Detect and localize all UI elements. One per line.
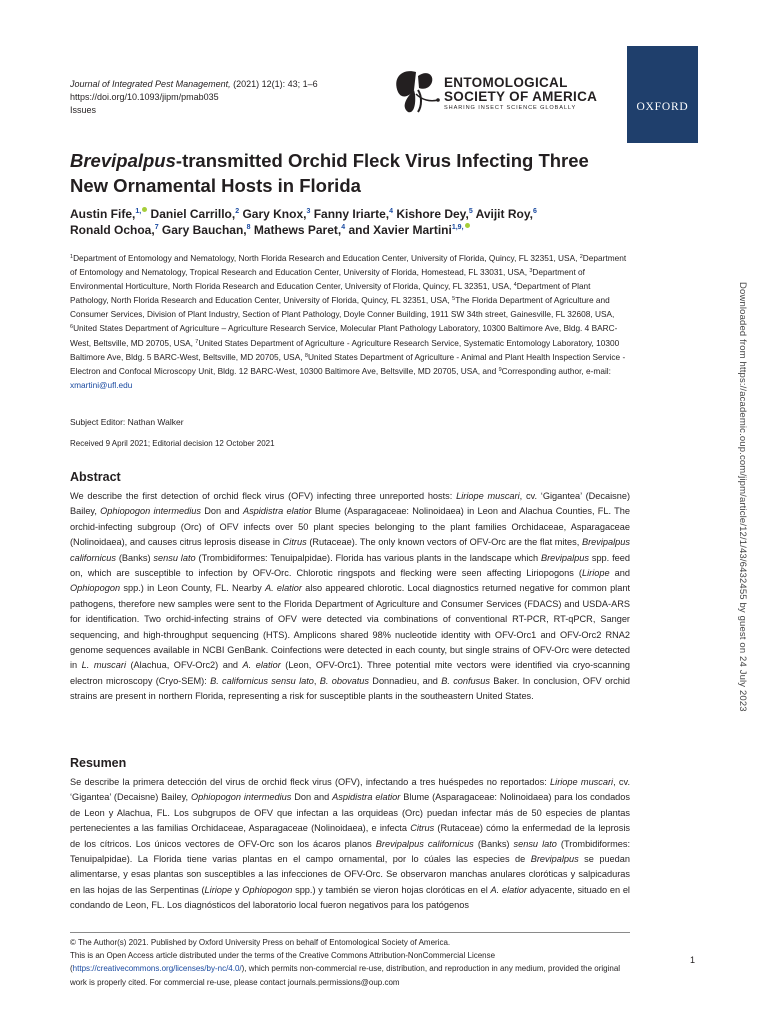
author-name: Avijit Roy,	[472, 207, 533, 221]
esa-name	[444, 76, 597, 104]
license-line	[70, 949, 630, 989]
esa-name-line2: SOCIETY OF AMERICA	[444, 89, 598, 104]
received-dates: Received 9 April 2021; Editorial decision 12 October 2021	[70, 439, 275, 448]
affil-text: Department of Environmental Horticulture, North Florida Research and Education Center, University of Florida, Quincy, FL 32351, USA,	[70, 267, 585, 292]
author-affil-marker: 2	[235, 208, 240, 215]
affil-text: United States Department of Agriculture – Agriculture Research Service, Molecular Plant Pathology Laboratory, 10300 Baltimore Ave, Bldg. 4 BARC-West, Beltsville, MD 20705, USA,	[70, 323, 618, 348]
italic-term: Liriope muscari	[550, 777, 614, 787]
affil-marker: 2	[579, 254, 583, 260]
text-run: (Banks)	[115, 552, 154, 563]
affil-marker: 1	[70, 254, 74, 260]
author-name: Gary Knox,	[239, 207, 307, 221]
text-run: (Rutaceae) cómo la enfermedad de la leprosis de los cítricos. Los únicos vectores de OFV-Orc son los ácaros planos	[70, 823, 630, 849]
author-affil-marker: 4	[389, 208, 393, 215]
text-run: Blume (Asparagaceae: Nolinoidaea) para los condados de Leon y Alachua, FL. Los subgrupos de OFV que infectan a las orquideas (Orc) puedan infectar más de 50 especies de plantas pertenecientes a las familias Orchidaceae, Asparagaceae (Nolinoidaea), e infecta	[70, 792, 630, 834]
italic-term: B. obovatus	[319, 675, 370, 686]
author-affil-marker: 5	[468, 208, 473, 215]
text-run: also appeared chlorotic. Local diagnostics returned negative for common plant pathogens, therefore new samples were sent to the Florida Department of Agriculture and Consumer Services (FDACS) and USDA-ARS for identification. Two orchid-infecting strains of OFV were detected via combinations of conventional RT-PCR, RT-qPCR, Sanger sequencing, and high-throughput sequencing (HTS). Amplicons shared 98% nucleotide identity with OFV-Orc1 and OFV-Orc2 RNA2 genome sequences available in NCBI GenBank. Coinfections were detected in each county, but single strains of OFV-Orc were detected in	[70, 583, 630, 671]
oxford-logo[interactable]	[627, 46, 698, 143]
footer-divider	[70, 932, 630, 933]
page-number: 1	[690, 955, 696, 965]
italic-term: Liriope muscari	[456, 491, 520, 501]
italic-term: Citrus	[282, 537, 307, 548]
abstract-heading: Abstract	[70, 470, 121, 484]
text-run: Donnadieu, and	[369, 675, 442, 686]
license-text: This is an Open Access article distributed under the terms of the Creative Commons Attribution-NonCommercial License (	[70, 951, 496, 974]
text-run: (Leon, OFV-Orc1). Three potential mite vectors were identified via cryo-scanning electron microscopy (Cryo-SEM):	[70, 660, 630, 686]
italic-term: Aspidistra elatior	[332, 792, 401, 803]
author-affil-marker: 4	[341, 224, 346, 231]
affil-text: Department of Entomology and Nematology, Tropical Research and Education Center, University of Florida, Homestead, FL 33031, USA,	[70, 253, 627, 278]
italic-term: Brevipalpus	[530, 854, 579, 865]
journal-citation	[70, 78, 370, 91]
italic-term: sensu lato	[513, 838, 557, 849]
text-run: , cv. ‘Gigantea’ (Decaisne) Bailey,	[70, 491, 631, 517]
text-run: (Alachua, OFV-Orc2) and	[125, 660, 243, 671]
doi-link[interactable]: https://doi.org/10.1093/jipm/pmab035	[70, 92, 219, 102]
author-name: Daniel Carrillo,	[147, 207, 236, 221]
author-affil-marker: 3	[306, 208, 311, 215]
author-affil-marker: 7	[154, 224, 159, 231]
italic-term: Brevipalpus californicus	[375, 838, 474, 849]
author-affil-marker: 6	[532, 208, 537, 215]
italic-term: Brevipalpus californicus	[70, 537, 630, 563]
text-run: Se describe la primera detección del virus de orchid fleck virus (OFV), infectando a tres huéspedes no reportados:	[70, 777, 551, 787]
italic-term: Ophiopogon	[70, 583, 121, 594]
italic-term: A. elatior	[242, 660, 281, 671]
affil-text: Department of Plant Pathology, North Florida Research and Education Center, University of Florida, Quincy, FL 32351, USA,	[70, 281, 591, 306]
title-italic: Brevipalpus	[70, 150, 176, 171]
resumen-heading: Resumen	[70, 756, 127, 770]
text-run: ,	[313, 675, 320, 686]
italic-term: B. californicus sensu lato	[210, 675, 314, 686]
author-name: Mathews Paret,	[250, 223, 342, 237]
author-name: Austin Fife,	[70, 207, 136, 221]
author-affil-marker: 8	[246, 224, 251, 231]
affil-marker: 5	[452, 296, 456, 303]
italic-term: sensu lato	[153, 552, 196, 563]
resumen-body	[70, 775, 630, 921]
text-run: (Trombidiformes: Tenuipalpidae). Florida has various plants in the landscape which	[195, 552, 541, 563]
text-run: Don and	[291, 792, 333, 803]
italic-term: Liriope	[204, 884, 233, 895]
text-run: Don and	[200, 506, 243, 517]
author-name: Fanny Iriarte,	[310, 207, 390, 221]
author-name: Kishore Dey,	[393, 207, 469, 221]
italic-term: A. elatior	[490, 884, 527, 895]
text-run: , cv. ‘Gigantea’ (Decaisne) Bailey,	[70, 777, 630, 803]
italic-term: Ophiopogon intermedius	[100, 506, 201, 517]
italic-term: B. confusus	[441, 675, 490, 686]
article-title	[70, 148, 630, 198]
text-run: spp.) y también se vieron hojas cloróticas en el	[292, 884, 491, 895]
affil-text: Department of Entomology and Nematology, North Florida Research and Education Center, University of Florida, Quincy, FL 32351, USA,	[73, 253, 580, 263]
journal-volume: (2021) 12(1): 43; 1–6	[230, 79, 318, 89]
italic-term: L. muscari	[81, 660, 126, 671]
text-run: We describe the first detection of orchid fleck virus (OFV) infecting three unreported hosts:	[70, 491, 457, 501]
italic-term: Citrus	[410, 823, 435, 834]
affil-text: The Florida Department of Agriculture and Consumer Services, Division of Plant Industry, Section of Plant Pathology, Doyle Conner Building, 1911 SW 34th street, Gainesville, FL 32608, USA,	[70, 295, 615, 320]
affil-marker: 8	[304, 352, 308, 359]
abstract-body	[70, 489, 630, 705]
oxford-label: OXFORD	[636, 101, 689, 113]
text-run: Baker. In conclusion, OFV orchid strains are present in northern Florida, representing a risk for susceptible plants in the southeastern United States.	[70, 675, 630, 702]
text-run: (Trombidiformes: Tenuipalpidae). La Florida tiene varias plantas en el campo ornamental, por lo cúales las especies de	[70, 838, 630, 865]
author-list	[70, 206, 590, 238]
text-run: Blume (Asparagaceae: Nolinoidaea) in Leon and Alachua Counties, FL. The orchid-infecting subgroup (Orc) of OFV infects over 50 plant species belonging to the plant families Orchidaceae, Asparagaceae (Nolinoidaea), and causes citrus leprosis disease in	[70, 506, 630, 548]
text-run: spp.) in Leon County, FL. Nearby	[120, 583, 265, 594]
copyright-line: © The Author(s) 2021. Published by Oxford University Press on behalf of Entomological Society of America.	[70, 938, 451, 947]
license-text-end: ), which permits non-commercial re-use, distribution, and reproduction in any medium, provided the original work is properly cited. For commercial re-use, please contact journals.permissions@oup.com	[70, 964, 621, 987]
text-run: (Banks)	[473, 838, 514, 849]
email-link[interactable]: xmartini@ufl.edu	[70, 379, 133, 390]
text-run: se puedan alimentarse, y esas plantas son susceptibles a las infecciones de OFV-Orc. Se observaron manchas anulares cloróticas y salpicaduras en las hojas de las Serpentinas (	[70, 854, 630, 895]
affil-marker: 3	[529, 268, 533, 275]
butterfly-icon	[388, 66, 442, 116]
title-rest: -transmitted Orchid Fleck Virus Infecting Three	[175, 150, 589, 171]
title-line2: New Ornamental Hosts in Florida	[70, 175, 361, 196]
text-run: spp. feed on, which are susceptible to infection by OFV-Orc. Chlorotic ringspots and flecking were seen affecting Liriopogons (	[70, 552, 630, 579]
esa-name-line1: ENTOMOLOGICAL	[444, 75, 568, 90]
italic-term: Aspidistra elatior	[242, 506, 312, 517]
section-label: Issues	[70, 105, 97, 115]
italic-term: Liriope	[582, 568, 610, 579]
author-name: Gary Bauchan,	[158, 223, 247, 237]
download-stamp	[734, 282, 754, 772]
copyright-footer	[70, 936, 630, 989]
italic-term: A. elatior	[264, 583, 302, 594]
text-run: and	[609, 568, 630, 579]
download-stamp-text: Downloaded from https://academic.oup.com/jipm/article/12/1/43/6432455 by guest on 24 July 2023	[737, 282, 748, 712]
orcid-icon[interactable]	[465, 223, 470, 228]
subject-editor: Subject Editor: Nathan Walker	[70, 417, 184, 427]
text-run: y	[232, 884, 243, 895]
author-name: and Xavier Martini	[345, 223, 452, 237]
author-affil-marker: 1,9,	[451, 224, 464, 231]
author-affil-marker: 1,	[135, 208, 142, 215]
italic-term: Ophiopogon	[242, 884, 293, 895]
author-name: Ronald Ochoa,	[70, 223, 155, 237]
license-link[interactable]: https://creativecommons.org/licenses/by-nc/4.0/	[72, 964, 242, 974]
esa-tagline: SHARING INSECT SCIENCE GLOBALLY	[444, 105, 577, 111]
esa-logo[interactable]	[388, 66, 603, 116]
affil-text: United States Department of Agriculture - Agriculture Research Service, Systematic Entomology Laboratory, 10300 Baltimore Ave, Bldg. 5 BARC-West, Beltsville, MD 20705, USA,	[70, 337, 620, 362]
affil-marker: 6	[70, 324, 74, 331]
text-run: (Rutaceae). The only known vectors of OFV-Orc are the flat mites,	[306, 537, 582, 548]
italic-term: Brevipalpus	[540, 552, 589, 563]
italic-term: Ophiopogon intermedius	[190, 792, 292, 803]
affil-text: United States Department of Agriculture - Animal and Plant Health Inspection Service - Electron and Confocal Microscopy Unit, Bldg. 12 BARC-West, 10300 Baltimore Ave, Beltsville, MD 20705, USA, and	[70, 351, 626, 376]
affil-text: Corresponding author, e-mail:	[501, 365, 611, 376]
affil-marker: 9	[498, 366, 502, 373]
affiliations	[70, 251, 630, 392]
journal-name: Journal of Integrated Pest Management,	[70, 79, 231, 89]
journal-metadata	[70, 78, 370, 117]
affil-marker: 7	[195, 338, 199, 345]
affil-marker: 4	[513, 282, 517, 289]
text-run: adyacente, situado en el condando de Leon, FL. Los diagnósticos del laboratorio local fueron negativos para los patógenos	[70, 884, 630, 911]
